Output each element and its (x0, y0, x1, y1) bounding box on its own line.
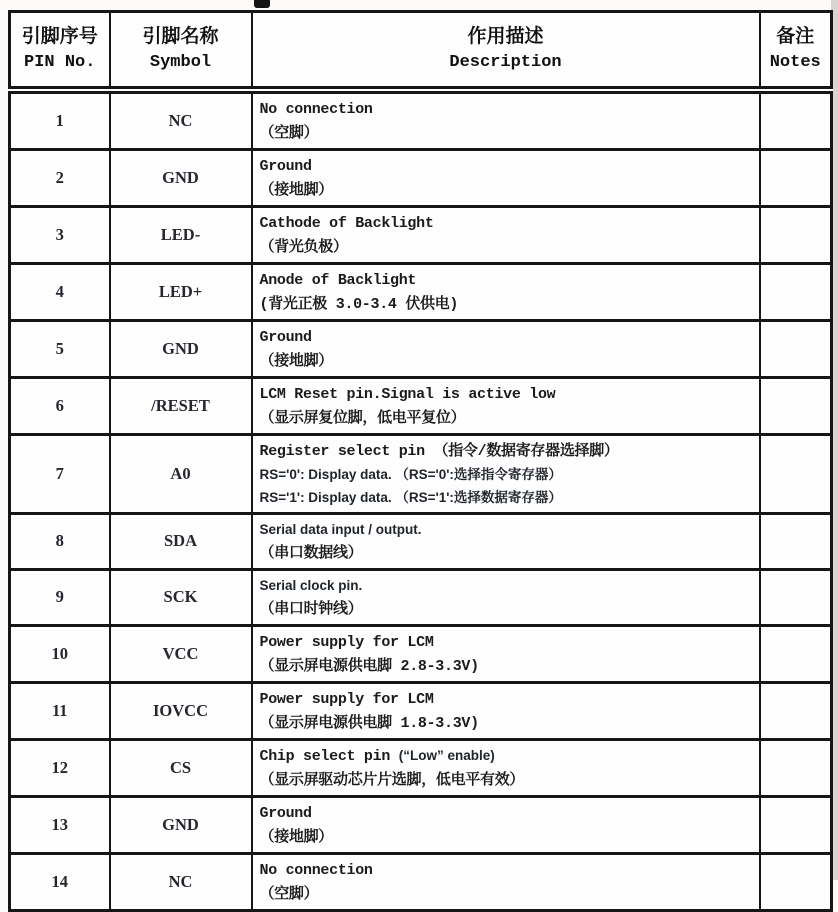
pin-description-cell (252, 513, 760, 569)
pin-symbol-cell: LED- (110, 206, 252, 263)
description-line: Serial clock pin. (259, 577, 363, 593)
pin-description-cell (252, 434, 760, 513)
pin-notes-cell (760, 739, 832, 796)
pin-description-cell (252, 149, 760, 206)
pin-symbol-cell: GND (110, 149, 252, 206)
table-row (10, 796, 832, 853)
pin-number-cell: 3 (10, 206, 110, 263)
table-row (10, 739, 832, 796)
pin-notes-cell (760, 320, 832, 377)
pin-description-cell (252, 796, 760, 853)
description-line: Ground (259, 804, 312, 822)
pin-notes-cell (760, 853, 832, 910)
description-line: Serial data input / output. (259, 521, 422, 537)
description-line: Cathode of Backlight (259, 214, 434, 232)
pin-symbol-cell: IOVCC (110, 682, 252, 739)
header-notes (760, 12, 832, 90)
description-line: RS='1': Display data. （RS='1':选择数据寄存器） (259, 489, 562, 505)
description-line: LCM Reset pin.Signal is active low (259, 385, 556, 403)
description-line: （显示屏复位脚，低电平复位） (259, 409, 466, 427)
pin-symbol-cell: LED+ (110, 263, 252, 320)
pin-number-cell: 11 (10, 682, 110, 739)
table-row (10, 206, 832, 263)
pin-description-cell (252, 682, 760, 739)
page-artifact (254, 0, 270, 8)
pin-notes-cell (760, 434, 832, 513)
description-line: Power supply for LCM (259, 633, 434, 651)
pin-number-cell: 12 (10, 739, 110, 796)
description-line: (背光正极 3.0-3.4 伏供电) (259, 295, 459, 313)
pin-description-cell (252, 377, 760, 434)
header-pin-no (10, 12, 110, 90)
pin-notes-cell (760, 377, 832, 434)
pin-symbol-cell: NC (110, 90, 252, 150)
pin-description-cell (252, 625, 760, 682)
pin-number-cell: 5 (10, 320, 110, 377)
pin-number-cell: 8 (10, 513, 110, 569)
description-line: Ground (259, 157, 312, 175)
pin-notes-cell (760, 149, 832, 206)
header-notes-zh: 备注 (776, 26, 815, 48)
pin-notes-cell (760, 796, 832, 853)
description-line: RS='0': Display data. （RS='0':选择指令寄存器） (259, 466, 562, 482)
pin-notes-cell (760, 206, 832, 263)
header-description-en: Description (449, 53, 562, 73)
description-line: Register select pin （指令/数据寄存器选择脚） (259, 442, 619, 460)
pin-symbol-cell: SCK (110, 569, 252, 625)
pin-symbol-cell: CS (110, 739, 252, 796)
description-line: （显示屏电源供电脚 2.8-3.3V) (259, 657, 479, 675)
pin-description-cell (252, 320, 760, 377)
description-line: （显示屏驱动芯片片选脚，低电平有效） (259, 771, 525, 789)
table-row (10, 853, 832, 910)
pin-notes-cell (760, 90, 832, 150)
description-line: No connection (259, 861, 373, 879)
pin-description-cell (252, 206, 760, 263)
pin-description-cell (252, 569, 760, 625)
table-row (10, 625, 832, 682)
description-line: （空脚） (259, 124, 319, 142)
pin-symbol-cell: GND (110, 320, 252, 377)
header-symbol-en: Symbol (149, 53, 212, 73)
description-line: （接地脚） (259, 828, 334, 846)
description-line: Power supply for LCM (259, 690, 434, 708)
pin-table-body (10, 90, 832, 911)
table-row (10, 682, 832, 739)
pin-number-cell: 4 (10, 263, 110, 320)
header-pin-no-zh: 引脚序号 (21, 26, 98, 48)
description-line: （接地脚） (259, 181, 334, 199)
pin-notes-cell (760, 263, 832, 320)
description-line: No connection (259, 100, 373, 118)
table-row (10, 263, 832, 320)
description-line: （空脚） (259, 885, 319, 903)
pin-description-cell (252, 853, 760, 910)
table-row (10, 569, 832, 625)
header-description (252, 12, 760, 90)
pin-description-cell (252, 263, 760, 320)
header-pin-no-en: PIN No. (24, 53, 96, 73)
pin-number-cell: 6 (10, 377, 110, 434)
pin-description-cell (252, 739, 760, 796)
pin-number-cell: 7 (10, 434, 110, 513)
header-description-zh: 作用描述 (467, 26, 544, 48)
pin-symbol-cell: VCC (110, 625, 252, 682)
description-line: Anode of Backlight (259, 271, 417, 289)
description-line: Chip select pin (“Low” enable) (259, 747, 495, 765)
table-row (10, 149, 832, 206)
table-row (10, 513, 832, 569)
pin-notes-cell (760, 625, 832, 682)
description-line: （接地脚） (259, 352, 334, 370)
pin-symbol-cell: NC (110, 853, 252, 910)
pin-number-cell: 2 (10, 149, 110, 206)
header-symbol (110, 12, 252, 90)
pin-number-cell: 1 (10, 90, 110, 150)
pin-number-cell: 10 (10, 625, 110, 682)
pin-number-cell: 13 (10, 796, 110, 853)
description-line: （串口时钟线） (259, 600, 363, 618)
table-row (10, 90, 832, 150)
pin-number-cell: 14 (10, 853, 110, 910)
pin-notes-cell (760, 569, 832, 625)
table-row (10, 320, 832, 377)
pin-symbol-cell: A0 (110, 434, 252, 513)
pin-symbol-cell: GND (110, 796, 252, 853)
description-line: （背光负极） (259, 238, 348, 256)
pin-description-cell (252, 90, 760, 150)
header-notes-en: Notes (769, 53, 821, 73)
pin-symbol-cell: /RESET (110, 377, 252, 434)
header-row (10, 12, 832, 90)
pin-number-cell: 9 (10, 569, 110, 625)
pin-notes-cell (760, 513, 832, 569)
table-row (10, 434, 832, 513)
description-line: Ground (259, 328, 312, 346)
pin-description-table (8, 10, 833, 912)
description-line: （串口数据线） (259, 544, 363, 562)
table-row (10, 377, 832, 434)
pin-symbol-cell: SDA (110, 513, 252, 569)
description-line: （显示屏电源供电脚 1.8-3.3V) (259, 714, 479, 732)
header-symbol-zh: 引脚名称 (142, 26, 219, 48)
pin-notes-cell (760, 682, 832, 739)
